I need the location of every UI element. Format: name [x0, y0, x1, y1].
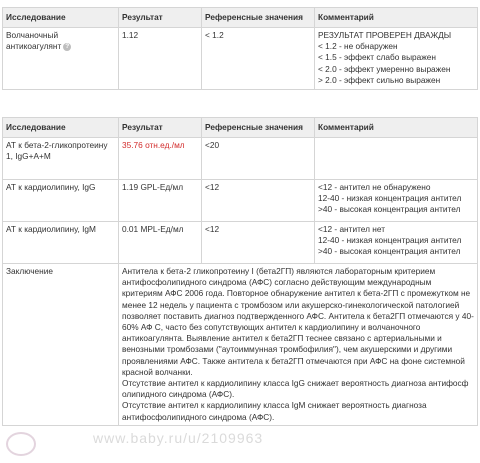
test-name-cell: АТ к кардиолипину, IgG [3, 180, 119, 222]
column-header-reference: Референсные значения [202, 118, 315, 138]
conclusion-paragraph: Отсутствие антител к кардиолипину класса IgG снижает вероятность диагноза антифосф олипидного синдрома (АФС). [122, 378, 469, 400]
column-header-test: Исследование [3, 8, 119, 28]
reference-cell: <20 [202, 138, 315, 180]
conclusion-label: Заключение [3, 264, 119, 426]
help-icon[interactable]: ? [63, 43, 71, 51]
reference-cell: < 1.2 [202, 28, 315, 90]
column-header-comment: Комментарий [315, 118, 478, 138]
reference-cell: <12 [202, 222, 315, 264]
table-row [3, 222, 478, 264]
comment-cell [315, 138, 478, 180]
comment-line: РЕЗУЛЬТАТ ПРОВЕРЕН ДВАЖДЫ [318, 30, 452, 40]
watermark: www.baby.ru/u/2109963 [93, 430, 264, 446]
comment-line: <12 - антител не обнаружено [318, 182, 431, 192]
comment-line: 12-40 - низкая концентрация антител [318, 193, 462, 204]
watermark-logo [6, 432, 36, 456]
test-name-cell [3, 28, 119, 90]
column-header-comment: Комментарий [315, 8, 478, 28]
comment-line: < 2.0 - эффект умеренно выражен [318, 63, 451, 74]
table-row [3, 138, 478, 180]
test-name-cell: АТ к кардиолипину, IgM [3, 222, 119, 264]
column-header-reference: Референсные значения [202, 8, 315, 28]
comment-line: < 1.5 - эффект слабо выражен [318, 52, 437, 63]
conclusion-paragraph: Отсутствие антител к кардиолипину класса IgM снижает вероятность диагноза антифосфолипидного синдрома (АФС). [122, 400, 427, 422]
comment-line: >40 - высокая концентрация антител [318, 246, 461, 257]
comment-line: >40 - высокая концентрация антител [318, 204, 461, 215]
antibody-table [2, 117, 478, 426]
result-cell-high: 35.76 отн.ед./мл [119, 138, 202, 180]
result-cell: 1.19 GPL-Ед/мл [119, 180, 202, 222]
conclusion-row [3, 264, 478, 426]
test-name: Волчаночный антикоагулянт [6, 30, 62, 52]
table-header-row [3, 118, 478, 138]
column-header-test: Исследование [3, 118, 119, 138]
comment-cell [315, 180, 478, 222]
column-header-result: Результат [119, 8, 202, 28]
comment-cell [315, 222, 478, 264]
table-row [3, 28, 478, 90]
result-cell: 1.12 [119, 28, 202, 90]
table-row [3, 180, 478, 222]
comment-line: <12 - антител нет [318, 224, 385, 234]
comment-cell [315, 28, 478, 90]
conclusion-text [119, 264, 478, 426]
comment-line: < 1.2 - не обнаружен [318, 41, 398, 52]
table-header-row [3, 8, 478, 28]
conclusion-paragraph: Антитела к бета-2 гликопротеину I (бета2ГП) являются лабораторным критерием антифосфолипидного синдрома (АФС) согласно действующим международным критериям АФС 2006 года. Повторное обнаружение антител к бета-2ГП с промежутком не менее 12 недель у пациента с тромбозом или акушерско-гинекологической патологией позволяет поставить диагноз подтвержденного АФС. Антитела к бета2ГП отмечаются у 40-60% АФ С, часто без сопутствующих антител к кардиолипину и волчаночного антикоагулянта. Выявление антител к бета2ГП теснее связано с артериальными и венозными тромбозами ("аутоиммунная тромбофилия"), чем акушерскими и другими проявлениями АФС. Также антитела к бета2ГП отмечаются при АФС на фоне системной красной волчанки. [122, 266, 474, 377]
reference-cell: <12 [202, 180, 315, 222]
test-name-cell: АТ к бета-2-гликопротеину 1, IgG+A+M [3, 138, 119, 180]
column-header-result: Результат [119, 118, 202, 138]
lupus-anticoagulant-table [2, 7, 478, 90]
comment-line: 12-40 - низкая концентрация антител [318, 235, 462, 246]
comment-line: > 2.0 - эффект сильно выражен [318, 74, 441, 85]
result-cell: 0.01 MPL-Ед/мл [119, 222, 202, 264]
